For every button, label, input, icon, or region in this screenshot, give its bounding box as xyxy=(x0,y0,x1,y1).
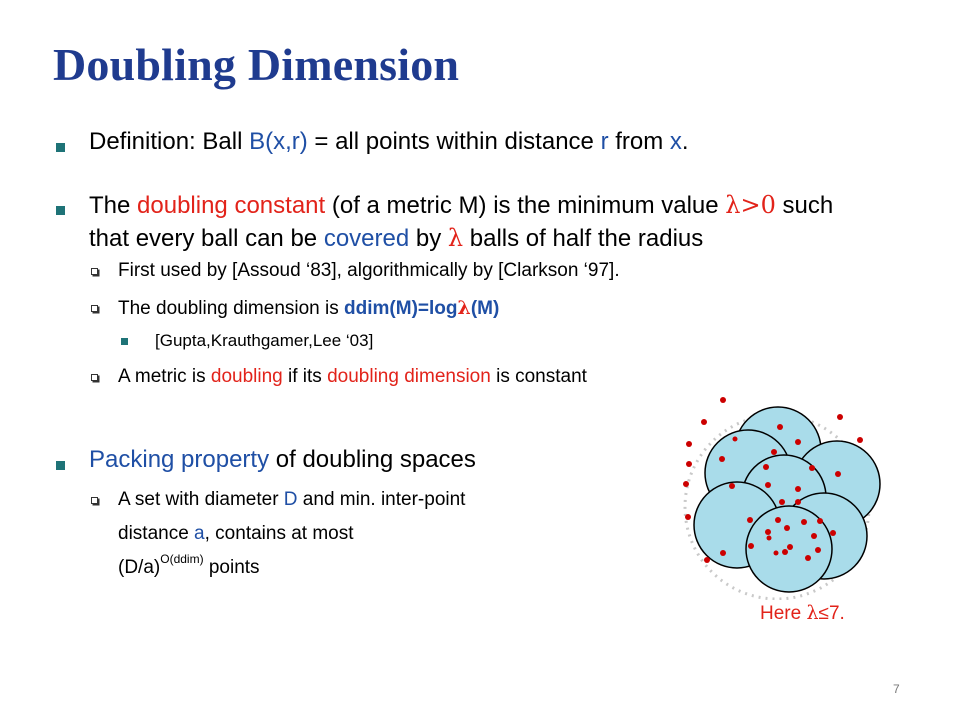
text: of doubling spaces xyxy=(269,446,476,473)
hollow-square-bullet-icon xyxy=(91,305,98,312)
text: The xyxy=(89,192,138,219)
ball-notation: B(x,r) xyxy=(249,128,308,155)
text: that every ball can be xyxy=(89,225,324,252)
doubling-constant-term: doubling constant xyxy=(137,192,326,219)
text: points xyxy=(203,557,260,578)
text: by xyxy=(409,225,448,252)
distance-symbol: a xyxy=(194,523,205,544)
hollow-square-bullet-icon xyxy=(91,374,98,381)
packing-sub-line-2 xyxy=(118,521,354,547)
doubling-term: doubling xyxy=(210,366,283,387)
caption-text: Here xyxy=(760,603,807,624)
text: distance xyxy=(118,523,195,544)
covered-term: covered xyxy=(323,225,410,252)
definition-period: . xyxy=(681,128,689,155)
hollow-square-bullet-icon xyxy=(91,268,98,275)
bound-exponent: O(ddim) xyxy=(160,552,204,566)
definition-text-3: from xyxy=(608,128,670,155)
diameter-symbol: D xyxy=(283,489,298,510)
bullet-square-icon xyxy=(56,143,65,152)
reference-gupta: [Gupta,Krauthgamer,Lee ‘03] xyxy=(155,331,374,350)
packing-bullet xyxy=(89,444,476,476)
caption-bound: ≤7. xyxy=(818,603,845,624)
ddim-formula: ddim(M)=log xyxy=(344,298,458,319)
center-symbol: x xyxy=(669,128,682,155)
sub-bullet-ddim xyxy=(118,295,499,322)
sub-bullet-doubling-metric xyxy=(118,364,587,390)
text: (of a metric M) is the minimum value xyxy=(325,192,726,219)
bound-base: (D/a) xyxy=(118,557,161,578)
text: A metric is xyxy=(118,366,211,387)
text: The doubling dimension is xyxy=(118,298,345,319)
ddim-formula-end: (M) xyxy=(470,298,500,319)
slide-title: Doubling Dimension xyxy=(53,39,460,90)
text: A set with diameter xyxy=(118,489,284,510)
bullet-square-icon xyxy=(56,206,65,215)
text: and min. inter-point xyxy=(297,489,466,510)
text: balls of half the radius xyxy=(463,225,704,252)
lambda-symbol: λ xyxy=(457,297,471,319)
definition-text: Definition: Ball xyxy=(89,128,250,155)
doubling-dimension-term: doubling dimension xyxy=(327,366,491,387)
packing-sub-line-1 xyxy=(118,487,465,513)
ball-cover-figure xyxy=(670,390,900,600)
definition-bullet xyxy=(89,126,689,158)
hollow-square-bullet-icon xyxy=(91,497,98,504)
text: if its xyxy=(282,366,328,387)
text: , contains at most xyxy=(204,523,354,544)
doubling-constant-line-1 xyxy=(89,189,833,222)
sub-bullet-assoud: First used by [Assoud ‘83], algorithmically by [Clarkson ‘97]. xyxy=(118,260,620,281)
doubling-constant-line-2 xyxy=(89,222,703,255)
text: such xyxy=(775,192,834,219)
lambda-symbol: λ xyxy=(806,602,819,624)
packing-property-term: Packing property xyxy=(89,446,270,473)
figure-caption xyxy=(760,602,845,625)
lambda-symbol: λ xyxy=(447,224,464,252)
page-number: 7 xyxy=(893,682,900,696)
bullet-square-icon xyxy=(56,461,65,470)
bullet-square-icon xyxy=(121,338,128,345)
text: is constant xyxy=(490,366,587,387)
definition-text-2: = all points within distance xyxy=(307,128,601,155)
radius-symbol: r xyxy=(600,128,609,155)
packing-sub-line-3 xyxy=(118,552,260,582)
lambda-condition: λ>0 xyxy=(725,191,776,219)
